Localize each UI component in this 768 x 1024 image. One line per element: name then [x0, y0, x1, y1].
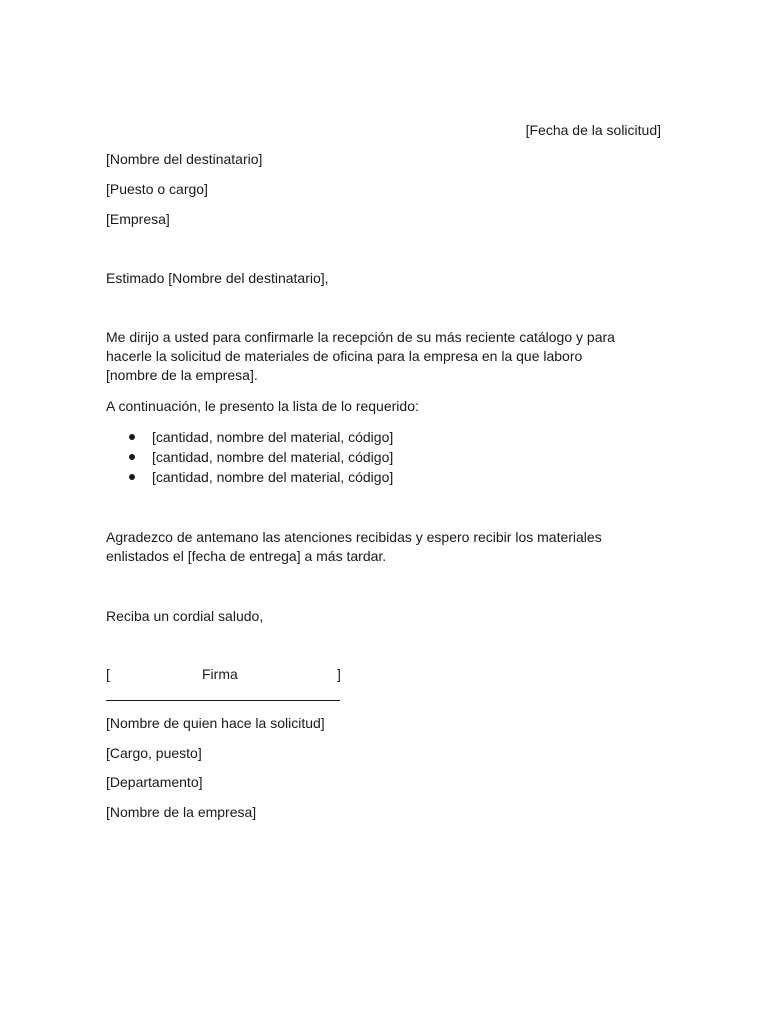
closing-line: Agradezco de antemano las atenciones recibidas y espero recibir los materiales [106, 529, 602, 545]
signature-line [106, 700, 340, 701]
bullet-icon [129, 434, 135, 440]
list-item [126, 467, 393, 487]
recipient-company: [Empresa] [106, 211, 170, 227]
list-item-text: [cantidad, nombre del material, código] [152, 429, 394, 445]
sender-company: [Nombre de la empresa] [106, 804, 257, 820]
closing-line: enlistados el [fecha de entrega] a más tardar. [106, 548, 387, 564]
list-intro: A continuación, le presento la lista de lo requerido: [106, 398, 419, 414]
signature-label: Firma [202, 666, 238, 682]
bullet-icon [129, 454, 135, 460]
closing-paragraph [106, 528, 666, 566]
list-item [126, 447, 393, 467]
recipient-position: [Puesto o cargo] [106, 181, 208, 197]
farewell: Reciba un cordial saludo, [106, 608, 264, 624]
list-item-text: [cantidad, nombre del material, código] [152, 469, 394, 485]
bullet-icon [129, 474, 135, 480]
sender-department: [Departamento] [106, 774, 203, 790]
list-item-text: [cantidad, nombre del material, código] [152, 449, 394, 465]
sender-position: [Cargo, puesto] [106, 745, 202, 761]
greeting: Estimado [Nombre del destinatario], [106, 270, 329, 286]
intro-paragraph [106, 328, 666, 385]
recipient-name: [Nombre del destinatario] [106, 151, 263, 167]
signature-bracket-close: ] [337, 666, 341, 682]
intro-line: [nombre de la empresa]. [106, 367, 258, 383]
signature-placeholder [106, 665, 346, 684]
request-date: [Fecha de la solicitud] [525, 122, 661, 138]
intro-line: hacerle la solicitud de materiales de oficina para la empresa en la que laboro [106, 348, 583, 364]
signature-bracket-open: [ [106, 666, 110, 682]
list-item [126, 427, 393, 447]
materials-list [126, 427, 393, 487]
sender-name: [Nombre de quien hace la solicitud] [106, 715, 325, 731]
intro-line: Me dirijo a usted para confirmarle la recepción de su más reciente catálogo y para [106, 329, 615, 345]
